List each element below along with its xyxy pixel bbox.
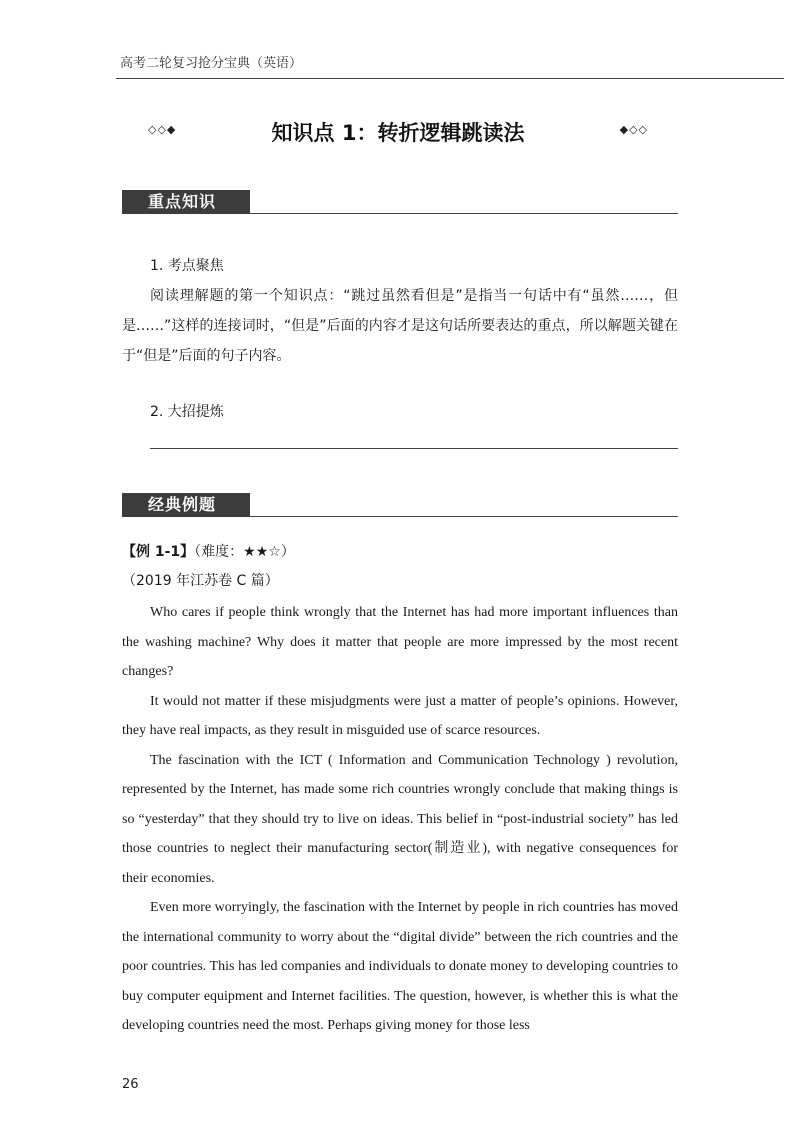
knowledge-point-title-row (148, 117, 648, 149)
difficulty-rating: （难度：★★☆） (194, 544, 295, 560)
section-key-knowledge-label: 重点知识 (122, 190, 250, 214)
tips-heading: 2. 大招提炼 (150, 404, 224, 420)
focus-heading: 1. 考点聚焦 (150, 258, 224, 274)
right-diamond-ornament: ◆◇◇ (619, 123, 648, 136)
passage-paragraph: It would not matter if these misjudgments were just a matter of people’s opinions. However, they have real impacts, as they result in misguided use of scarce resources. (122, 693, 678, 738)
reading-passage (122, 598, 678, 1041)
header-rule (116, 78, 784, 79)
focus-text: 阅读理解题的第一个知识点：“跳过虽然看但是”是指当一句话中有“虽然……，但是……”这样的连接词时，“但是”后面的内容才是这句话所要表达的重点，所以解题关键在于“但是”后面的句子内容。 (122, 288, 678, 364)
passage-paragraph: Even more worryingly, the fascination with the Internet by people in rich countries has moved the international community to worry about the “digital divide” between the rich countries and the poor countries. This has led companies and individuals to donate money to developing countries to buy computer equipment and Internet facilities. The question, however, is whether this is what the developing countries need the most. Perhaps giving money for those less (122, 900, 678, 1033)
example-tag: 【例 1-1】 (122, 544, 195, 560)
passage-paragraph: Who cares if people think wrongly that the Internet has had more important influences than the washing machine? Why does it matter that people are more impressed by the most recent changes? (122, 605, 678, 679)
example-header (122, 541, 295, 561)
section-rule (250, 213, 678, 214)
section-rule (250, 516, 678, 517)
tips-blank-line (150, 448, 678, 449)
example-source: （2019 年江苏卷 C 篇） (122, 573, 279, 589)
running-header: 高考二轮复习抢分宝典（英语） (120, 56, 303, 71)
page-number: 26 (122, 1077, 139, 1092)
knowledge-point-title: 知识点 1：转折逻辑跳读法 (271, 121, 525, 145)
section-examples-label: 经典例题 (122, 493, 250, 517)
left-diamond-ornament: ◇◇◆ (148, 123, 177, 136)
section-key-knowledge (122, 190, 678, 216)
section-examples (122, 493, 678, 519)
passage-paragraph: The fascination with the ICT ( Information and Communication Technology ) revolution, represented by the Internet, has made some rich countries wrongly conclude that making things is so “yesterday” that they should try to live on ideas. This belief in “post-industrial society” has led those countries to neglect their manufacturing sector(制造业), with negative consequences for their economies. (122, 752, 678, 886)
